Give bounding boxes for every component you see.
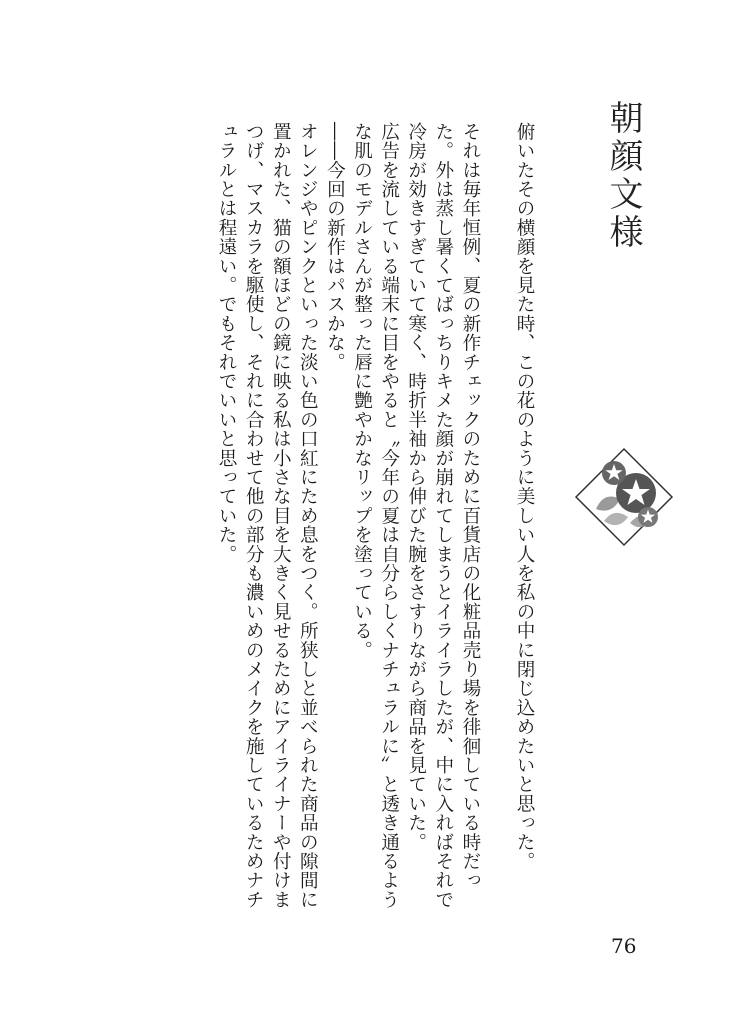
paragraph-2: 広告を流している端末に目をやると〝今年の夏は自分らしくナチュラルに〟と透き通るような肌のモデルさんが整った唇に艶やかなリップを塗っている。 [351,122,400,910]
body-text [158,122,538,912]
paragraph-1: それは毎年恒例、夏の新作チェックのために百貨店の化粧品売り場を徘徊している時だった。外は蒸し暑くてばっちりキメた顔が崩れてしまうとイライラしたが、中に入ればそれで冷房が効きすぎていて寒く、時折半袖から伸びた腕をさすりながら商品を見ていた。 [405,122,481,910]
chapter-title: 朝顔文様 [603,100,643,252]
morning-glory-emblem-icon [574,447,674,547]
paragraph-4: オレンジやピンクといった淡い色の口紅にため息をつく。所狭しと並べられた商品の隙間に置かれた、猫の額ほどの鏡に映る私は小さな目を大きく見せるためにアイライナーや付けまつげ、マスカラを駆使し、それに合わせて他の部分も濃いめのメイクを施しているためナチュラルとは程遠い。でもそれでいいと思っていた。 [216,122,319,910]
paragraph-3: ――今回の新作はパスかな。 [324,122,346,372]
page-number: 76 [611,934,637,958]
opening-line: 俯いたその横顔を見た時、この花のように美しい人を私の中に閉じ込めたいと思った。 [514,122,535,871]
